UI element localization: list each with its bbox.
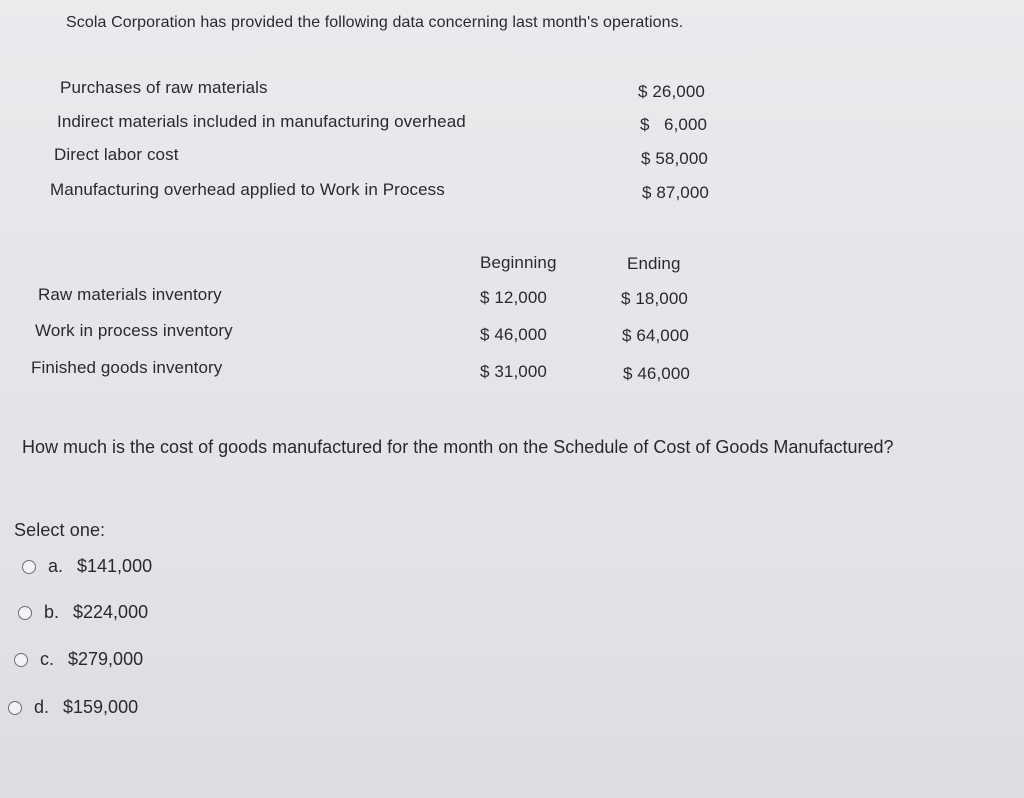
cost-amount-overhead-applied: $ 87,000 xyxy=(642,183,709,202)
inventory-ending-finished-goods: $ 46,000 xyxy=(623,364,690,383)
option-value: $279,000 xyxy=(68,649,144,669)
option-letter: d. xyxy=(34,697,50,717)
option-letter: b. xyxy=(44,602,60,622)
cost-amount-direct-labor: $ 58,000 xyxy=(641,149,708,168)
cost-label-direct-labor: Direct labor cost xyxy=(54,145,179,164)
inventory-beginning-raw-materials: $ 12,000 xyxy=(480,288,547,307)
radio-button-icon[interactable] xyxy=(18,606,32,620)
inventory-ending-work-in-process: $ 64,000 xyxy=(622,326,689,345)
answer-option-c[interactable] xyxy=(14,649,143,670)
inventory-ending-raw-materials: $ 18,000 xyxy=(621,289,688,308)
cost-amount-indirect-materials: $ 6,000 xyxy=(640,115,708,134)
answer-option-d[interactable] xyxy=(8,697,138,718)
option-value: $159,000 xyxy=(63,697,139,717)
inventory-beginning-finished-goods: $ 31,000 xyxy=(480,362,547,381)
inventory-header-ending: Ending xyxy=(627,254,681,273)
radio-button-icon[interactable] xyxy=(14,653,28,667)
radio-button-icon[interactable] xyxy=(22,560,36,574)
cost-label-overhead-applied: Manufacturing overhead applied to Work in Process xyxy=(50,180,445,199)
option-value: $224,000 xyxy=(73,602,149,622)
inventory-label-raw-materials: Raw materials inventory xyxy=(38,285,222,304)
cost-amount-purchases: $ 26,000 xyxy=(638,82,705,101)
inventory-label-work-in-process: Work in process inventory xyxy=(35,321,233,340)
cost-label-purchases: Purchases of raw materials xyxy=(60,78,268,97)
answer-option-b[interactable] xyxy=(18,602,148,623)
option-letter: a. xyxy=(48,556,64,576)
radio-button-icon[interactable] xyxy=(8,701,22,715)
inventory-label-finished-goods: Finished goods inventory xyxy=(31,358,223,377)
intro-text: Scola Corporation has provided the following data concerning last month's operations. xyxy=(66,14,684,31)
question-text: How much is the cost of goods manufactured for the month on the Schedule of Cost of Goods Manufactured? xyxy=(22,437,894,457)
cost-label-indirect-materials: Indirect materials included in manufacturing overhead xyxy=(57,112,466,131)
option-letter: c. xyxy=(40,649,55,669)
answer-option-a[interactable] xyxy=(22,556,152,577)
option-value: $141,000 xyxy=(77,556,153,576)
select-one-label: Select one: xyxy=(14,520,106,540)
inventory-beginning-work-in-process: $ 46,000 xyxy=(480,325,547,344)
inventory-header-beginning: Beginning xyxy=(480,253,557,272)
